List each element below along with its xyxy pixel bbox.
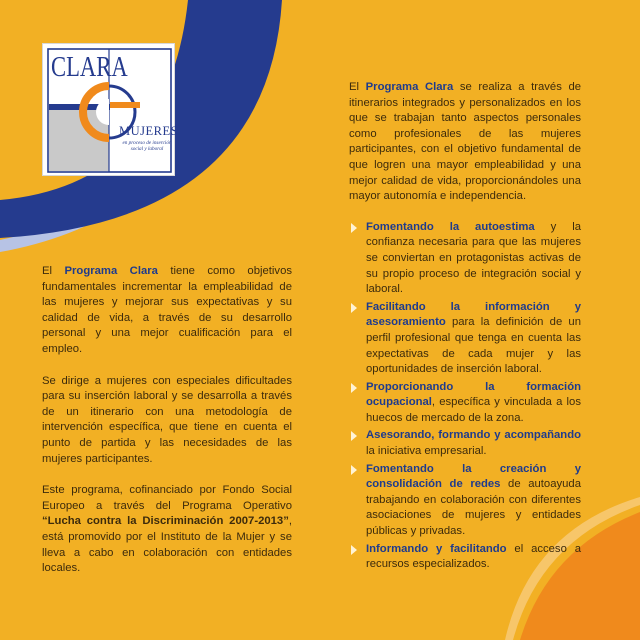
item-highlight: Asesorando, formando y acompañando: [366, 429, 581, 442]
triangle-bullet-icon: [351, 383, 357, 393]
list-item: [349, 428, 581, 459]
action-list: [349, 220, 581, 573]
list-item: [349, 542, 581, 573]
program-name: Programa Clara: [64, 265, 158, 277]
item-highlight: Proporcionando la formación ocupacional: [366, 380, 581, 409]
clara-logo: [42, 43, 179, 176]
item-highlight: Fomentando la creación y consolidación de redes: [366, 462, 581, 491]
funding-paragraph: [42, 483, 292, 577]
list-item: [349, 220, 581, 298]
program-name: Programa Clara: [365, 81, 454, 93]
triangle-bullet-icon: [351, 303, 357, 313]
program-title: “Lucha contra la Discriminación 2007-2013”: [42, 515, 289, 528]
list-item: [349, 462, 581, 540]
list-item: [349, 300, 581, 378]
text-span: se realiza a través de itinerarios integrados y personalizados en los que se trabajan tanto aspectos personales como profesionales de las mujeres participantes, con el objetivo fundamental de que logren una mayor empleabilidad y una mejor calidad de vida, proporcionándoles una mayor autonomía e independencia.: [349, 81, 582, 203]
text-span: El: [349, 81, 366, 93]
triangle-bullet-icon: [351, 223, 357, 233]
triangle-bullet-icon: [351, 465, 357, 475]
text-span: , está promovido por el Instituto de la Mujer y se lleva a cabo en colaboración con entidades locales.: [42, 515, 292, 575]
intro-paragraph: [42, 264, 292, 358]
triangle-bullet-icon: [351, 545, 357, 555]
item-text: de autoayuda trabajando en colaboración con diferentes asociaciones de mujeres y entidades públicas y privadas.: [366, 478, 581, 538]
text-span: Este programa, cofinanciado por Fondo Social Europeo a través del Programa Operativo: [42, 484, 292, 512]
logo-title: CLARA: [51, 51, 128, 83]
list-item: [349, 380, 581, 427]
right-column: [349, 80, 581, 575]
item-text: para la definición de un perfil profesional que tenga en cuenta las expectativas de cada mujer y las oportunidades de inserción laboral.: [366, 316, 581, 376]
triangle-bullet-icon: [351, 431, 357, 441]
item-text: la iniciativa empresarial.: [366, 445, 487, 458]
item-text: y la confianza necesaria para que las mujeres se conviertan en protagonistas activas de su propio proceso de integración social y laboral.: [366, 220, 581, 296]
item-highlight: Fomentando la autoestima: [366, 220, 535, 233]
left-column: [42, 264, 292, 593]
method-paragraph: [349, 80, 581, 205]
item-text: el acceso a recursos especializados.: [366, 542, 581, 571]
logo-tagline: en proceso de inserción social y laboral: [122, 140, 172, 152]
item-text: , específica y vinculada a los huecos de mercado de la zona.: [366, 396, 581, 424]
item-highlight: Informando y facilitando: [366, 542, 507, 555]
text-span: tiene como objetivos fundamentales incrementar la empleabilidad de las mujeres y mejorar sus expectativas y su calidad de vida, a través de su desarrollo personal y una mejor cualificación para el empleo.: [42, 265, 293, 355]
logo-subtitle: MUJERES: [119, 124, 179, 138]
text-span: El: [42, 265, 65, 277]
target-paragraph: Se dirige a mujeres con especiales dificultades para su inserción laboral y se desarrolla a través de un itinerario con una metodología de intervención específica, que tiene en cuenta el punto de partida y las necesidades de las mujeres participantes.: [42, 374, 292, 465]
item-highlight: Facilitando la información y asesoramiento: [366, 300, 581, 329]
